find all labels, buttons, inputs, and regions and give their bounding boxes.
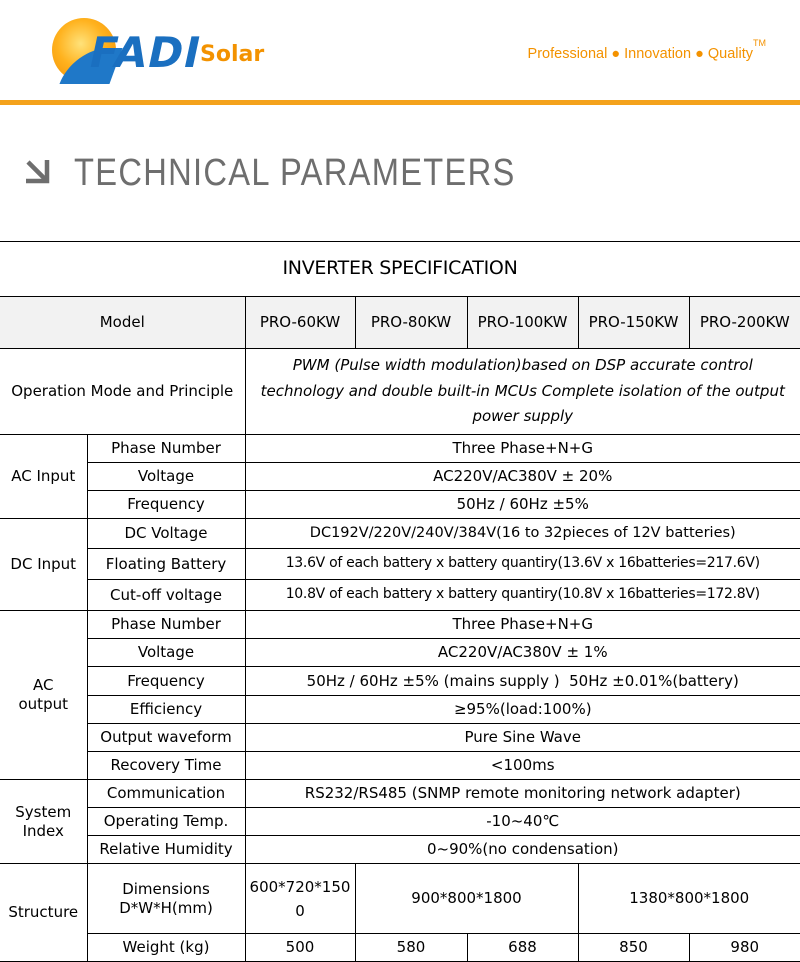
param-name: DC Voltage (87, 519, 245, 549)
param-value: DC192V/220V/240V/384V(16 to 32pieces of 12V batteries) (245, 519, 800, 549)
group-label-structure: Structure (0, 864, 87, 962)
param-name: Recovery Time (87, 752, 245, 780)
logo-brand-text: FADI (84, 28, 207, 77)
table-row (0, 463, 800, 491)
dimensions-label-line: D*W*H(mm) (119, 898, 213, 917)
model-label: Model (0, 297, 245, 349)
table-caption-row (0, 242, 800, 297)
model-cell: PRO-200KW (689, 297, 800, 349)
param-name: Voltage (87, 463, 245, 491)
header-divider (0, 100, 800, 105)
model-cell: PRO-60KW (245, 297, 355, 349)
table-caption: INVERTER SPECIFICATION (0, 242, 800, 297)
model-row (0, 297, 800, 349)
dimension-value: 900*800*1800 (355, 864, 578, 934)
weight-value: 500 (245, 934, 355, 962)
param-value: 50Hz / 60Hz ±5% (mains supply ) 50Hz ±0.01%(battery) (245, 667, 800, 696)
param-name: Frequency (87, 491, 245, 519)
param-name: Frequency (87, 667, 245, 696)
param-value: -10~40℃ (245, 808, 800, 836)
arrow-down-right-icon (22, 156, 52, 186)
table-row (0, 580, 800, 611)
param-value: 13.6V of each battery x battery quantiry(13.6V x 16batteries=217.6V) (245, 549, 800, 580)
group-label-ac-output (0, 611, 87, 780)
dimension-value: 1380*800*1800 (578, 864, 800, 934)
trademark: TM (753, 38, 766, 48)
model-cell: PRO-80KW (355, 297, 467, 349)
model-cell: PRO-100KW (467, 297, 578, 349)
operation-row (0, 349, 800, 435)
param-value: Pure Sine Wave (245, 724, 800, 752)
group-label-line: AC (33, 676, 54, 695)
table-row (0, 639, 800, 667)
table-row (0, 864, 800, 934)
param-value: <100ms (245, 752, 800, 780)
param-name: Weight (kg) (87, 934, 245, 962)
table-row (0, 519, 800, 549)
param-value: AC220V/AC380V ± 1% (245, 639, 800, 667)
dimensions-label-line: Dimensions (122, 879, 210, 898)
logo-solar-text: Solar (200, 42, 265, 67)
param-value: 10.8V of each battery x battery quantiry(10.8V x 16batteries=172.8V) (245, 580, 800, 611)
param-value: AC220V/AC380V ± 20% (245, 463, 800, 491)
param-name: Efficiency (87, 696, 245, 724)
group-label-line: output (18, 695, 68, 713)
group-label-ac-input: AC Input (0, 435, 87, 519)
table-row (0, 611, 800, 639)
page-header (0, 0, 800, 106)
param-value: 50Hz / 60Hz ±5% (245, 491, 800, 519)
param-value: ≥95%(load:100%) (245, 696, 800, 724)
table-row (0, 549, 800, 580)
param-name: Output waveform (87, 724, 245, 752)
param-value: Three Phase+N+G (245, 435, 800, 463)
model-cell: PRO-150KW (578, 297, 689, 349)
inverter-spec-table (0, 241, 800, 962)
table-row (0, 934, 800, 962)
weight-value: 980 (689, 934, 800, 962)
param-name (87, 864, 245, 934)
table-row (0, 667, 800, 696)
table-row (0, 780, 800, 808)
table-row (0, 491, 800, 519)
group-label-system-index (0, 780, 87, 864)
table-row (0, 752, 800, 780)
param-value: RS232/RS485 (SNMP remote monitoring network adapter) (245, 780, 800, 808)
param-value: 0~90%(no condensation) (245, 836, 800, 864)
param-name: Relative Humidity (87, 836, 245, 864)
weight-value: 688 (467, 934, 578, 962)
group-label-line: System (15, 802, 72, 821)
param-name: Cut-off voltage (87, 580, 245, 611)
page-title: TECHNICAL PARAMETERS (74, 152, 516, 194)
table-row (0, 808, 800, 836)
param-name: Phase Number (87, 435, 245, 463)
tagline: Professional ● Innovation ● Quality (527, 46, 753, 62)
weight-value: 580 (355, 934, 467, 962)
param-value: Three Phase+N+G (245, 611, 800, 639)
param-name: Floating Battery (87, 549, 245, 580)
operation-label: Operation Mode and Principle (0, 349, 245, 435)
company-logo[interactable] (52, 18, 265, 84)
operation-value: PWM (Pulse width modulation)based on DSP accurate control technology and double built-in MCUs Complete isolation of the output power supply (245, 349, 800, 435)
table-row (0, 724, 800, 752)
table-row (0, 836, 800, 864)
group-label-line: Index (22, 821, 64, 840)
table-row (0, 696, 800, 724)
param-name: Communication (87, 780, 245, 808)
group-label-dc-input: DC Input (0, 519, 87, 611)
param-name: Operating Temp. (87, 808, 245, 836)
param-name: Phase Number (87, 611, 245, 639)
param-name: Voltage (87, 639, 245, 667)
table-row (0, 435, 800, 463)
weight-value: 850 (578, 934, 689, 962)
dimension-value: 600*720*1500 (245, 864, 355, 934)
